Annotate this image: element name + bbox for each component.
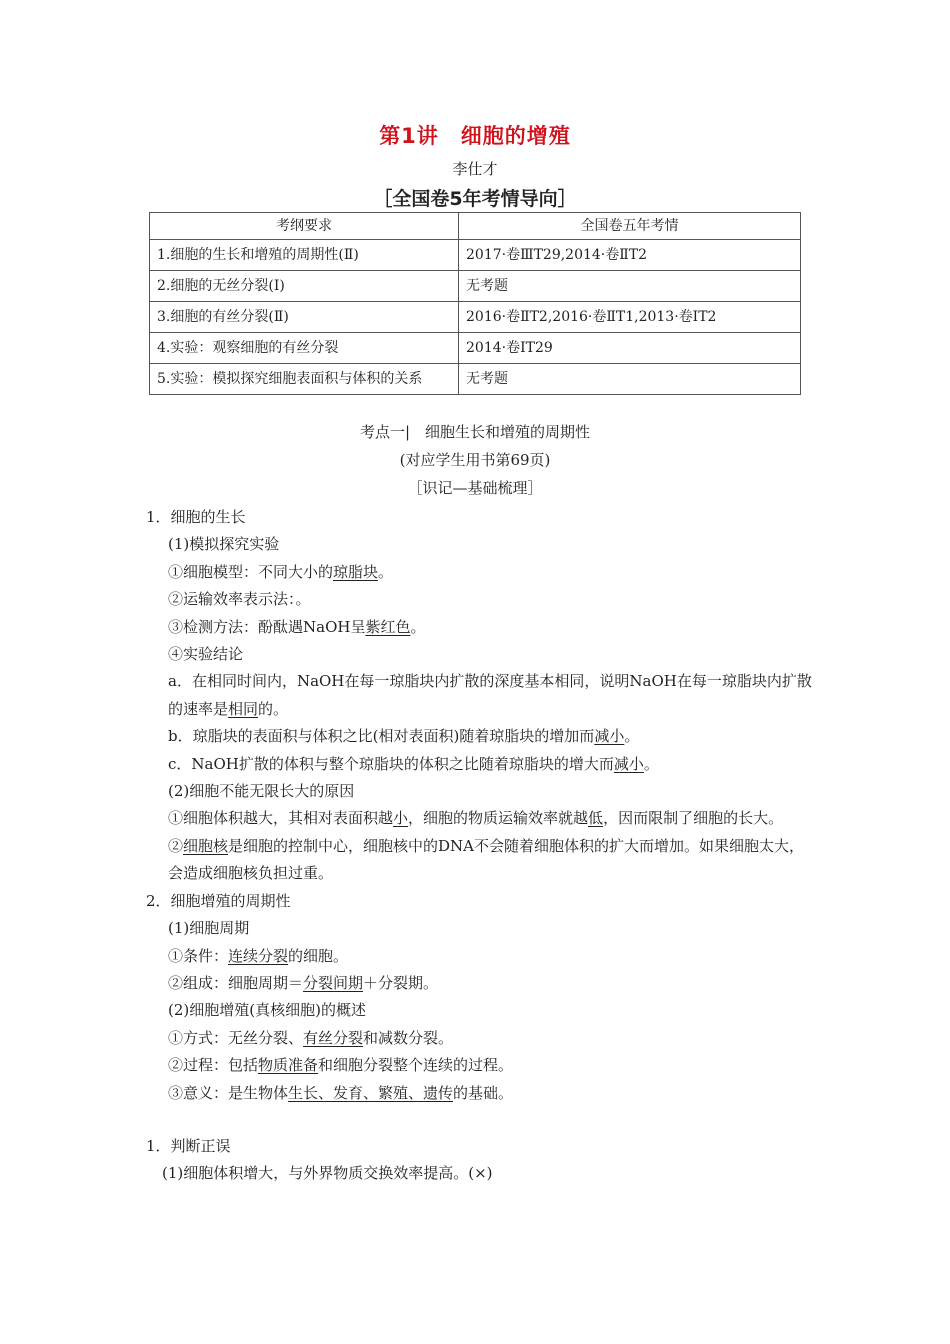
table-row xyxy=(150,333,801,364)
list-item: ④实验结论 xyxy=(168,645,244,664)
table-cell: 2017·卷ⅢT29,2014·卷ⅡT2 xyxy=(459,240,801,271)
text: a．在相同时间内，NaOH在每一琼脂块内扩散的深度基本相同，说明NaOH在每一琼脂块内扩散的速率是 xyxy=(168,672,812,718)
table-row xyxy=(150,302,801,333)
answer-blank: 连续分裂 xyxy=(228,946,289,965)
table-cell: 1.细胞的生长和增殖的周期性(Ⅱ) xyxy=(150,240,459,271)
list-item xyxy=(146,1080,812,1107)
table-header-row xyxy=(150,213,801,240)
list-item: ②运输效率表示法：。 xyxy=(168,590,311,609)
subheading-cycle: (1)细胞周期 xyxy=(168,919,250,938)
author-name: 李仕才 xyxy=(452,160,498,178)
text: 。 xyxy=(643,754,659,773)
subheading-experiment: (1)模拟探究实验 xyxy=(168,535,280,554)
text: 的细胞。 xyxy=(288,946,349,965)
section-heading: ［全国卷5年考情导向］ xyxy=(373,188,577,210)
table-row xyxy=(150,271,801,302)
text: ，细胞的物质运输效率就越 xyxy=(408,809,589,828)
text: 。 xyxy=(378,562,394,581)
list-item xyxy=(146,751,812,778)
text: ①细胞模型：不同大小的 xyxy=(168,562,334,581)
list-item xyxy=(146,668,812,723)
answer-blank: 相同 xyxy=(228,699,259,718)
text: b．琼脂块的表面积与体积之比(相对表面积)随着琼脂块的增加而 xyxy=(168,727,595,746)
text: c．NaOH扩散的体积与整个琼脂块的体积之比随着琼脂块的增大而 xyxy=(168,754,614,773)
text: ②组成：细胞周期＝ xyxy=(168,973,304,992)
table-cell: 无考题 xyxy=(459,271,801,302)
text: 和减数分裂。 xyxy=(363,1028,454,1047)
table-row xyxy=(150,364,801,395)
list-item xyxy=(146,805,812,832)
text: 和细胞分裂整个连续的过程。 xyxy=(318,1056,514,1075)
question-item: (1)细胞体积增大，与外界物质交换效率提高。(×) xyxy=(162,1164,493,1183)
answer-blank: 减小 xyxy=(594,727,625,746)
kaodian-heading: 考点一| 细胞生长和增殖的周期性 xyxy=(359,423,591,441)
answer-blank: 小 xyxy=(393,809,409,828)
list-item xyxy=(146,833,812,888)
answer-blank: 低 xyxy=(588,809,604,828)
list-item xyxy=(146,559,812,586)
spacer xyxy=(146,1107,812,1133)
answer-blank: 细胞核 xyxy=(183,836,229,855)
list-item xyxy=(146,943,812,970)
content-body xyxy=(146,504,812,1188)
answer-blank: 物质准备 xyxy=(258,1056,319,1075)
subheading-proliferation: (2)细胞增殖(真核细胞)的概述 xyxy=(168,1001,366,1020)
text: ②过程：包括 xyxy=(168,1056,259,1075)
text: 。 xyxy=(410,617,426,636)
answer-blank: 分裂间期 xyxy=(303,973,364,992)
heading-true-false: 1．判断正误 xyxy=(146,1136,231,1155)
text: ＋分裂期。 xyxy=(363,973,439,992)
table-header: 考纲要求 xyxy=(150,213,459,240)
table-cell: 无考题 xyxy=(459,364,801,395)
text: ①细胞体积越大，其相对表面积越 xyxy=(168,809,394,828)
text: ③意义：是生物体 xyxy=(168,1083,289,1102)
list-item xyxy=(146,1025,812,1052)
table-cell: 3.细胞的有丝分裂(Ⅱ) xyxy=(150,302,459,333)
text: 。 xyxy=(624,727,640,746)
text: 是细胞的控制中心，细胞核中的DNA不会随着细胞体积的扩大而增加。如果细胞太大，会造成细胞核负担过重。 xyxy=(168,836,805,883)
table-row xyxy=(150,240,801,271)
list-item xyxy=(146,970,812,997)
answer-blank: 减小 xyxy=(613,754,644,773)
text: ③检测方法：酚酞遇NaOH呈 xyxy=(168,617,366,636)
section-tag: ［识记—基础梳理］ xyxy=(407,479,543,497)
answer-blank: 有丝分裂 xyxy=(303,1028,364,1047)
table-cell: 2.细胞的无丝分裂(Ⅰ) xyxy=(150,271,459,302)
text: ，因而限制了细胞的长大。 xyxy=(603,809,784,828)
list-item xyxy=(146,1052,812,1079)
heading-cell-cycle: 2．细胞增殖的周期性 xyxy=(146,891,291,910)
list-item xyxy=(146,723,812,750)
text: ①方式：无丝分裂、 xyxy=(168,1028,304,1047)
subheading-limits: (2)细胞不能无限长大的原因 xyxy=(168,782,355,801)
exam-requirements-table xyxy=(149,212,801,395)
heading-cell-growth: 1．细胞的生长 xyxy=(146,508,246,526)
table-cell: 4.实验：观察细胞的有丝分裂 xyxy=(150,333,459,364)
answer-blank: 生长、发育、繁殖、遗传 xyxy=(288,1083,454,1102)
table-header: 全国卷五年考情 xyxy=(459,213,801,240)
table-cell: 2014·卷ⅠT29 xyxy=(459,333,801,364)
text: ② xyxy=(168,836,184,855)
text: 的基础。 xyxy=(453,1083,514,1102)
answer-blank: 紫红色 xyxy=(365,617,411,636)
page-title: 第1讲 细胞的增殖 xyxy=(379,124,571,148)
table-cell: 2016·卷ⅡT2,2016·卷ⅡT1,2013·卷ⅠT2 xyxy=(459,302,801,333)
text: ①条件： xyxy=(168,946,229,965)
answer-blank: 琼脂块 xyxy=(333,562,379,581)
table-cell: 5.实验：模拟探究细胞表面积与体积的关系 xyxy=(150,364,459,395)
list-item xyxy=(146,614,812,641)
book-reference: (对应学生用书第69页) xyxy=(399,451,551,469)
text: 的。 xyxy=(258,699,289,718)
